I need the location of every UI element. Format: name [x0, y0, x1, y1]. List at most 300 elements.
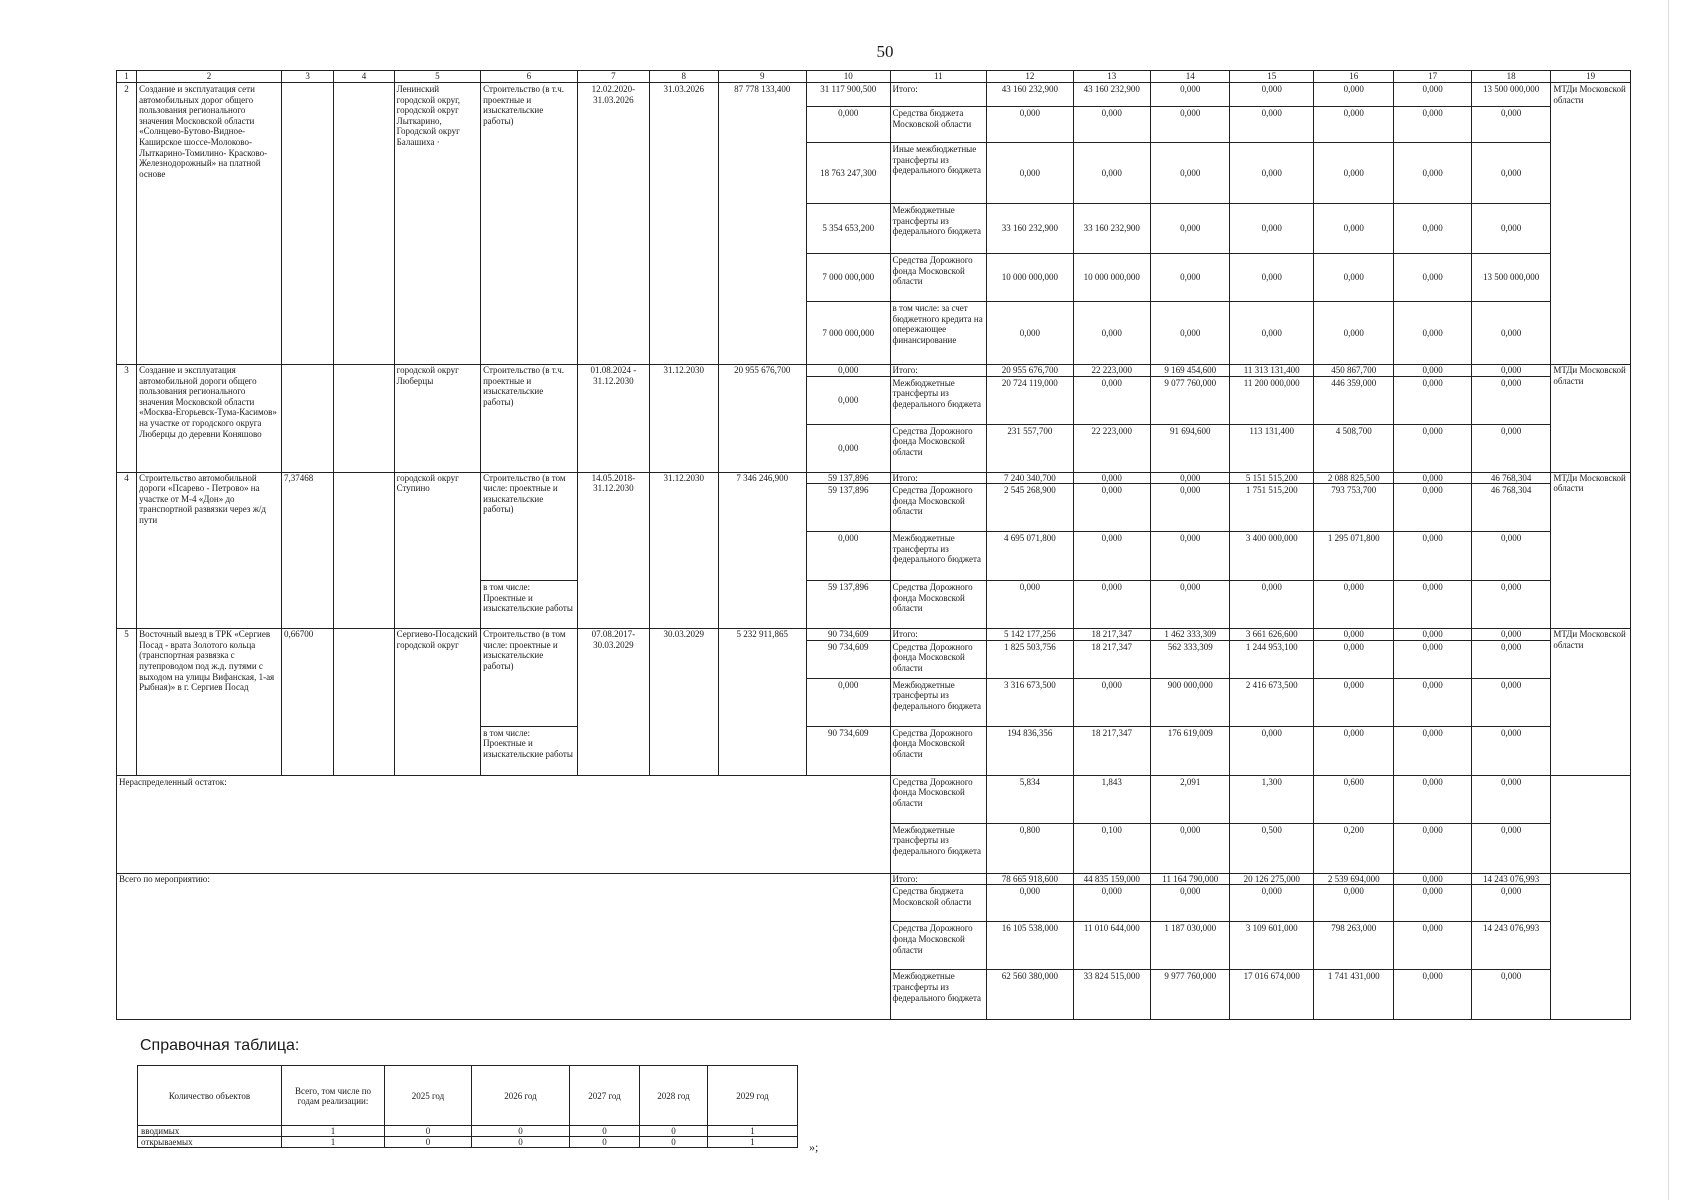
reference-cell: 0 — [570, 1126, 640, 1137]
funding-source: Межбюджетные трансферты из федерального бюджета — [890, 532, 987, 581]
value-cell: 0,000 — [1313, 107, 1393, 143]
value-cell: 0,000 — [807, 365, 890, 377]
municipality: городской округ Ступино — [394, 472, 481, 629]
value-cell: 62 560 380,000 — [987, 970, 1074, 1020]
value-cell: 0,000 — [1394, 472, 1471, 484]
value-cell: 0,000 — [1394, 922, 1471, 970]
value-cell: 0,000 — [1394, 873, 1471, 885]
funding-source: Средства Дорожного фонда Московской области — [890, 726, 987, 775]
value-cell: 0,000 — [1073, 581, 1150, 629]
funding-source: в том числе: за счет бюджетного кредита на опережающее финансирование — [890, 302, 987, 365]
value-cell: 0,000 — [1394, 365, 1471, 377]
total-cost: 7 346 246,900 — [718, 472, 807, 629]
value-cell: 1,300 — [1230, 775, 1313, 823]
measure-name: Строительство автомобильной дороги «Псарево - Петрово» на участке от М-4 «Дон» до транспортной развязки через ж/д пути — [137, 472, 282, 629]
value-cell: 0,000 — [1151, 107, 1230, 143]
value-cell: 0,000 — [1230, 254, 1313, 302]
value-cell: 18 217,347 — [1073, 629, 1150, 641]
header-cell: 4 — [334, 71, 394, 83]
funding-source: Межбюджетные трансферты из федерального бюджета — [890, 823, 987, 873]
value-cell: 0,000 — [1394, 254, 1471, 302]
value-cell: 900 000,000 — [1151, 678, 1230, 726]
value-cell: 0,000 — [1230, 885, 1313, 922]
reference-header: Всего, том числе по годам реализации: — [282, 1066, 385, 1126]
value-cell: 3 661 626,600 — [1230, 629, 1313, 641]
value-cell: 0,200 — [1313, 823, 1393, 873]
value-cell: 0,000 — [1471, 107, 1550, 143]
reference-table-title: Справочная таблица: — [140, 1037, 300, 1054]
value-cell: 0,000 — [1230, 726, 1313, 775]
reference-cell: 0 — [640, 1137, 708, 1148]
value-cell: 0,000 — [1313, 204, 1393, 254]
value-cell: 18 217,347 — [1073, 640, 1150, 678]
reference-row — [138, 1137, 798, 1148]
value-cell: 18 217,347 — [1073, 726, 1150, 775]
value-cell: 0,000 — [1073, 143, 1150, 204]
reference-header: Количество объектов — [138, 1066, 282, 1126]
value-cell: 33 160 232,900 — [1073, 204, 1150, 254]
value-cell: 0,000 — [1471, 640, 1550, 678]
value-cell: 46 768,304 — [1471, 484, 1550, 532]
value-cell: 0,000 — [1471, 726, 1550, 775]
municipality: Ленинский городской округ, городской округ Лыткарино, Городской округ Балашиха · — [394, 83, 481, 365]
value-cell: 0,000 — [1313, 640, 1393, 678]
funding-source: Средства Дорожного фонда Московской области — [890, 581, 987, 629]
value-cell: 0,000 — [987, 143, 1074, 204]
executor: МТДи Московской области — [1551, 472, 1631, 629]
reference-table — [137, 1065, 798, 1148]
value-cell: 90 734,609 — [807, 629, 890, 641]
value-cell: 18 763 247,300 — [807, 143, 890, 204]
page-number: 50 — [876, 42, 894, 61]
total-cost: 20 955 676,700 — [718, 365, 807, 473]
row-number: 4 — [117, 472, 137, 629]
value-cell: 0,000 — [1230, 107, 1313, 143]
value-cell: 0,000 — [1073, 107, 1150, 143]
value-cell: 3 316 673,500 — [987, 678, 1074, 726]
value-cell: 0,000 — [1394, 204, 1471, 254]
value-cell: 0,000 — [1230, 83, 1313, 107]
value-cell: 2 545 268,900 — [987, 484, 1074, 532]
row-number: 3 — [117, 365, 137, 473]
cell — [334, 83, 394, 365]
work-type-sub: в том числе: Проектные и изыскательские работы — [481, 726, 578, 775]
reference-cell: вводимых — [138, 1126, 282, 1137]
reference-header: 2029 год — [708, 1066, 798, 1126]
table-row — [117, 83, 1631, 107]
value-cell: 0,000 — [1151, 302, 1230, 365]
table-row — [117, 629, 1631, 641]
value-cell: 113 131,400 — [1230, 424, 1313, 472]
value-cell: 0,000 — [1471, 302, 1550, 365]
value-cell: 1 751 515,200 — [1230, 484, 1313, 532]
value-cell: 2 088 825,500 — [1313, 472, 1393, 484]
value-cell: 33 160 232,900 — [987, 204, 1074, 254]
reference-cell: открываемых — [138, 1137, 282, 1148]
value-cell: 194 836,356 — [987, 726, 1074, 775]
value-cell: 0,000 — [1394, 143, 1471, 204]
value-cell: 0,000 — [1151, 472, 1230, 484]
value-cell: 5 151 515,200 — [1230, 472, 1313, 484]
funding-source: Средства Дорожного фонда Московской области — [890, 640, 987, 678]
value-cell: 0,000 — [1073, 376, 1150, 424]
funding-source: Итого: — [890, 472, 987, 484]
value-cell: 0,000 — [1230, 581, 1313, 629]
value-cell: 59 137,896 — [807, 484, 890, 532]
cell — [334, 365, 394, 473]
value-cell: 0,000 — [1471, 143, 1550, 204]
value-cell: 0,000 — [1394, 640, 1471, 678]
value-cell: 43 160 232,900 — [987, 83, 1074, 107]
reference-row — [138, 1126, 798, 1137]
value-cell: 33 824 515,000 — [1073, 970, 1150, 1020]
reference-cell: 1 — [708, 1137, 798, 1148]
header-cell: 7 — [577, 71, 649, 83]
value-cell: 0,000 — [1151, 83, 1230, 107]
funding-source: Итого: — [890, 365, 987, 377]
value-cell: 0,000 — [1394, 424, 1471, 472]
value-cell: 0,000 — [1073, 484, 1150, 532]
value-cell: 11 010 644,000 — [1073, 922, 1150, 970]
value-cell: 1 741 431,000 — [1313, 970, 1393, 1020]
reference-header: 2025 год — [385, 1066, 472, 1126]
value-cell: 793 753,700 — [1313, 484, 1393, 532]
value-cell: 0,800 — [987, 823, 1074, 873]
completion-date: 31.03.2026 — [650, 83, 718, 365]
value-cell: 0,000 — [1313, 581, 1393, 629]
header-cell: 11 — [890, 71, 987, 83]
value-cell: 2 539 694,000 — [1313, 873, 1393, 885]
value-cell: 5 354 653,200 — [807, 204, 890, 254]
header-cell: 2 — [137, 71, 282, 83]
funding-source: Итого: — [890, 629, 987, 641]
value-cell: 0,000 — [1151, 581, 1230, 629]
measures-table — [116, 70, 1631, 1020]
header-cell: 3 — [281, 71, 333, 83]
reference-cell: 0 — [640, 1126, 708, 1137]
value-cell: 1 244 953,100 — [1230, 640, 1313, 678]
value-cell: 0,000 — [1394, 678, 1471, 726]
header-row — [117, 71, 1631, 83]
value-cell: 231 557,700 — [987, 424, 1074, 472]
value-cell: 46 768,304 — [1471, 472, 1550, 484]
total-label: Всего по мероприятию: — [117, 873, 891, 1020]
value-cell: 4 508,700 — [1313, 424, 1393, 472]
value-cell: 14 243 076,993 — [1471, 873, 1550, 885]
scan-edge-line — [1668, 0, 1669, 1200]
reference-cell: 1 — [708, 1126, 798, 1137]
reference-cell: 0 — [570, 1137, 640, 1148]
value-cell: 0,000 — [1313, 726, 1393, 775]
value-cell: 0,000 — [1471, 376, 1550, 424]
funding-source: Иные межбюджетные трансферты из федерального бюджета — [890, 143, 987, 204]
value-cell: 0,000 — [1313, 302, 1393, 365]
executor: МТДи Московской области — [1551, 83, 1631, 365]
funding-source: Средства Дорожного фонда Московской области — [890, 424, 987, 472]
value-cell: 0,000 — [1073, 885, 1150, 922]
row-number: 2 — [117, 83, 137, 365]
length-value: 7,37468 — [281, 472, 333, 629]
value-cell: 7 240 340,700 — [987, 472, 1074, 484]
completion-date: 30.03.2029 — [650, 629, 718, 776]
value-cell: 9 977 760,000 — [1151, 970, 1230, 1020]
value-cell: 0,000 — [987, 885, 1074, 922]
value-cell: 562 333,309 — [1151, 640, 1230, 678]
work-period: 01.08.2024 - 31.12.2030 — [577, 365, 649, 473]
value-cell: 0,000 — [1394, 484, 1471, 532]
value-cell: 7 000 000,000 — [807, 254, 890, 302]
funding-source: Межбюджетные трансферты из федерального бюджета — [890, 678, 987, 726]
value-cell: 0,000 — [1471, 532, 1550, 581]
reference-cell: 0 — [472, 1126, 570, 1137]
header-cell: 19 — [1551, 71, 1631, 83]
work-type-sub: в том числе: Проектные и изыскательские работы — [481, 581, 578, 629]
municipality: Сергиево-Посадский городской округ — [394, 629, 481, 776]
value-cell: 44 835 159,000 — [1073, 873, 1150, 885]
header-cell: 15 — [1230, 71, 1313, 83]
funding-source: Средства бюджета Московской области — [890, 107, 987, 143]
reference-cell: 1 — [282, 1126, 385, 1137]
value-cell: 0,000 — [1073, 302, 1150, 365]
value-cell: 11 313 131,400 — [1230, 365, 1313, 377]
length-value: 0,66700 — [281, 629, 333, 776]
value-cell: 0,000 — [1394, 629, 1471, 641]
value-cell: 0,000 — [1394, 107, 1471, 143]
value-cell: 17 016 674,000 — [1230, 970, 1313, 1020]
funding-source: Средства бюджета Московской области — [890, 885, 987, 922]
value-cell: 0,000 — [987, 581, 1074, 629]
value-cell: 0,000 — [1151, 143, 1230, 204]
funding-source: Итого: — [890, 83, 987, 107]
value-cell: 2,091 — [1151, 775, 1230, 823]
value-cell: 0,000 — [1073, 532, 1150, 581]
work-type: Строительство (в том числе: проектные и изыскательские работы) — [481, 472, 578, 581]
value-cell: 90 734,609 — [807, 640, 890, 678]
funding-source: Межбюджетные трансферты из федерального бюджета — [890, 376, 987, 424]
reference-header: 2028 год — [640, 1066, 708, 1126]
value-cell: 0,000 — [1471, 678, 1550, 726]
value-cell: 1,843 — [1073, 775, 1150, 823]
value-cell: 176 619,009 — [1151, 726, 1230, 775]
funding-source: Средства Дорожного фонда Московской области — [890, 775, 987, 823]
value-cell: 0,000 — [1313, 629, 1393, 641]
value-cell: 0,000 — [1394, 885, 1471, 922]
value-cell: 0,000 — [1151, 823, 1230, 873]
cell — [334, 629, 394, 776]
header-cell: 16 — [1313, 71, 1393, 83]
executor: МТДи Московской области — [1551, 629, 1631, 776]
value-cell: 9 169 454,600 — [1151, 365, 1230, 377]
value-cell: 5,834 — [987, 775, 1074, 823]
value-cell: 16 105 538,000 — [987, 922, 1074, 970]
value-cell: 0,000 — [807, 424, 890, 472]
total-cost: 5 232 911,865 — [718, 629, 807, 776]
cell — [281, 83, 333, 365]
value-cell: 0,000 — [1394, 775, 1471, 823]
header-cell: 1 — [117, 71, 137, 83]
closing-quote: »; — [809, 1140, 819, 1154]
measure-name: Восточный выезд в ТРК «Сергиев Посад - врата Золотого кольца (транспортная развязка с путепроводом под ж.д. путями с выходом на улицы Вифанская, 1-ая Рыбная)» в г. Сергиев Посад — [137, 629, 282, 776]
header-cell: 8 — [650, 71, 718, 83]
value-cell: 14 243 076,993 — [1471, 922, 1550, 970]
value-cell: 0,000 — [1313, 885, 1393, 922]
value-cell: 0,000 — [1313, 83, 1393, 107]
value-cell: 10 000 000,000 — [987, 254, 1074, 302]
value-cell: 0,000 — [1471, 581, 1550, 629]
value-cell: 4 695 071,800 — [987, 532, 1074, 581]
header-cell: 12 — [987, 71, 1074, 83]
value-cell: 7 000 000,000 — [807, 302, 890, 365]
funding-source: Итого: — [890, 873, 987, 885]
value-cell: 0,000 — [1151, 484, 1230, 532]
value-cell: 0,000 — [1471, 629, 1550, 641]
reference-header: 2027 год — [570, 1066, 640, 1126]
value-cell: 78 665 918,600 — [987, 873, 1074, 885]
value-cell: 0,000 — [1471, 775, 1550, 823]
reference-cell: 0 — [385, 1137, 472, 1148]
header-cell: 17 — [1394, 71, 1471, 83]
value-cell: 0,000 — [1313, 254, 1393, 302]
funding-source: Межбюджетные трансферты из федерального бюджета — [890, 970, 987, 1020]
value-cell: 59 137,896 — [807, 472, 890, 484]
value-cell: 11 200 000,000 — [1230, 376, 1313, 424]
cell — [1551, 873, 1631, 1020]
cell — [281, 365, 333, 473]
reference-header-row — [138, 1066, 798, 1126]
value-cell: 0,000 — [1151, 204, 1230, 254]
funding-source: Средства Дорожного фонда Московской области — [890, 922, 987, 970]
value-cell: 0,000 — [987, 107, 1074, 143]
value-cell: 0,000 — [1151, 532, 1230, 581]
value-cell: 0,000 — [1394, 581, 1471, 629]
value-cell: 13 500 000,000 — [1471, 83, 1550, 107]
funding-source: Средства Дорожного фонда Московской области — [890, 254, 987, 302]
value-cell: 0,000 — [1313, 143, 1393, 204]
row-number: 5 — [117, 629, 137, 776]
value-cell: 1 295 071,800 — [1313, 532, 1393, 581]
value-cell: 1 825 503,756 — [987, 640, 1074, 678]
value-cell: 20 126 275,000 — [1230, 873, 1313, 885]
reference-cell: 0 — [472, 1137, 570, 1148]
value-cell: 0,000 — [1151, 885, 1230, 922]
value-cell: 0,000 — [807, 532, 890, 581]
completion-date: 31.12.2030 — [650, 365, 718, 473]
header-cell: 13 — [1073, 71, 1150, 83]
value-cell: 5 142 177,256 — [987, 629, 1074, 641]
value-cell: 0,000 — [1471, 885, 1550, 922]
work-type: Строительство (в т.ч. проектные и изыскательские работы) — [481, 365, 578, 473]
value-cell: 31 117 900,500 — [807, 83, 890, 107]
value-cell: 0,000 — [1471, 204, 1550, 254]
value-cell: 0,000 — [1230, 143, 1313, 204]
cell — [334, 472, 394, 629]
value-cell: 0,000 — [807, 678, 890, 726]
value-cell: 59 137,896 — [807, 581, 890, 629]
value-cell: 0,500 — [1230, 823, 1313, 873]
value-cell: 13 500 000,000 — [1471, 254, 1550, 302]
value-cell: 0,000 — [1073, 472, 1150, 484]
value-cell: 0,000 — [1471, 365, 1550, 377]
value-cell: 0,000 — [1394, 302, 1471, 365]
measure-name: Создание и эксплуатация сети автомобильных дорог общего пользования регионального значения Московской области «Солнцево-Бутово-Видное-Каширское шоссе-Молоково-Лыткарино-Томилино- Красково-Железнодорожный» на платной основе — [137, 83, 282, 365]
work-period: 12.02.2020-31.03.2026 — [577, 83, 649, 365]
value-cell: 446 359,000 — [1313, 376, 1393, 424]
value-cell: 10 000 000,000 — [1073, 254, 1150, 302]
value-cell: 450 867,700 — [1313, 365, 1393, 377]
value-cell: 0,000 — [1394, 83, 1471, 107]
header-cell: 14 — [1151, 71, 1230, 83]
value-cell: 0,000 — [1230, 204, 1313, 254]
value-cell: 0,000 — [1394, 823, 1471, 873]
work-type: Строительство (в том числе: проектные и изыскательские работы) — [481, 629, 578, 727]
value-cell: 43 160 232,900 — [1073, 83, 1150, 107]
value-cell: 0,000 — [1471, 424, 1550, 472]
table-row — [117, 775, 1631, 823]
value-cell: 0,000 — [1394, 970, 1471, 1020]
value-cell: 0,000 — [987, 302, 1074, 365]
header-cell: 6 — [481, 71, 578, 83]
table-row — [117, 365, 1631, 377]
value-cell: 9 077 760,000 — [1151, 376, 1230, 424]
value-cell: 0,100 — [1073, 823, 1150, 873]
work-type: Строительство (в т.ч. проектные и изыскательские работы) — [481, 83, 578, 365]
value-cell: 0,000 — [1394, 376, 1471, 424]
value-cell: 0,000 — [1313, 678, 1393, 726]
value-cell: 0,000 — [807, 376, 890, 424]
value-cell: 1 462 333,309 — [1151, 629, 1230, 641]
remainder-label: Нераспределенный остаток: — [117, 775, 891, 873]
value-cell: 20 955 676,700 — [987, 365, 1074, 377]
value-cell: 22 223,000 — [1073, 365, 1150, 377]
value-cell: 0,000 — [1394, 726, 1471, 775]
value-cell: 91 694,600 — [1151, 424, 1230, 472]
table-row — [117, 873, 1631, 885]
cell — [1551, 775, 1631, 873]
value-cell: 0,000 — [1073, 678, 1150, 726]
total-cost: 87 778 133,400 — [718, 83, 807, 365]
value-cell: 3 400 000,000 — [1230, 532, 1313, 581]
value-cell: 22 223,000 — [1073, 424, 1150, 472]
reference-header: 2026 год — [472, 1066, 570, 1126]
value-cell: 0,000 — [1394, 532, 1471, 581]
value-cell: 0,600 — [1313, 775, 1393, 823]
funding-source: Средства Дорожного фонда Московской области — [890, 484, 987, 532]
value-cell: 0,000 — [1151, 254, 1230, 302]
table-row — [117, 472, 1631, 484]
value-cell: 0,000 — [1230, 302, 1313, 365]
value-cell: 1 187 030,000 — [1151, 922, 1230, 970]
completion-date: 31.12.2030 — [650, 472, 718, 629]
executor: МТДи Московской области — [1551, 365, 1631, 473]
work-period: 14.05.2018-31.12.2030 — [577, 472, 649, 629]
header-cell: 5 — [394, 71, 481, 83]
work-period: 07.08.2017-30.03.2029 — [577, 629, 649, 776]
funding-source: Межбюджетные трансферты из федерального бюджета — [890, 204, 987, 254]
value-cell: 0,000 — [1471, 823, 1550, 873]
header-cell: 9 — [718, 71, 807, 83]
value-cell: 798 263,000 — [1313, 922, 1393, 970]
reference-cell: 1 — [282, 1137, 385, 1148]
header-cell: 10 — [807, 71, 890, 83]
value-cell: 2 416 673,500 — [1230, 678, 1313, 726]
value-cell: 90 734,609 — [807, 726, 890, 775]
reference-cell: 0 — [385, 1126, 472, 1137]
value-cell: 3 109 601,000 — [1230, 922, 1313, 970]
value-cell: 0,000 — [1471, 970, 1550, 1020]
value-cell: 11 164 790,000 — [1151, 873, 1230, 885]
value-cell: 20 724 119,000 — [987, 376, 1074, 424]
municipality: городской округ Люберцы — [394, 365, 481, 473]
